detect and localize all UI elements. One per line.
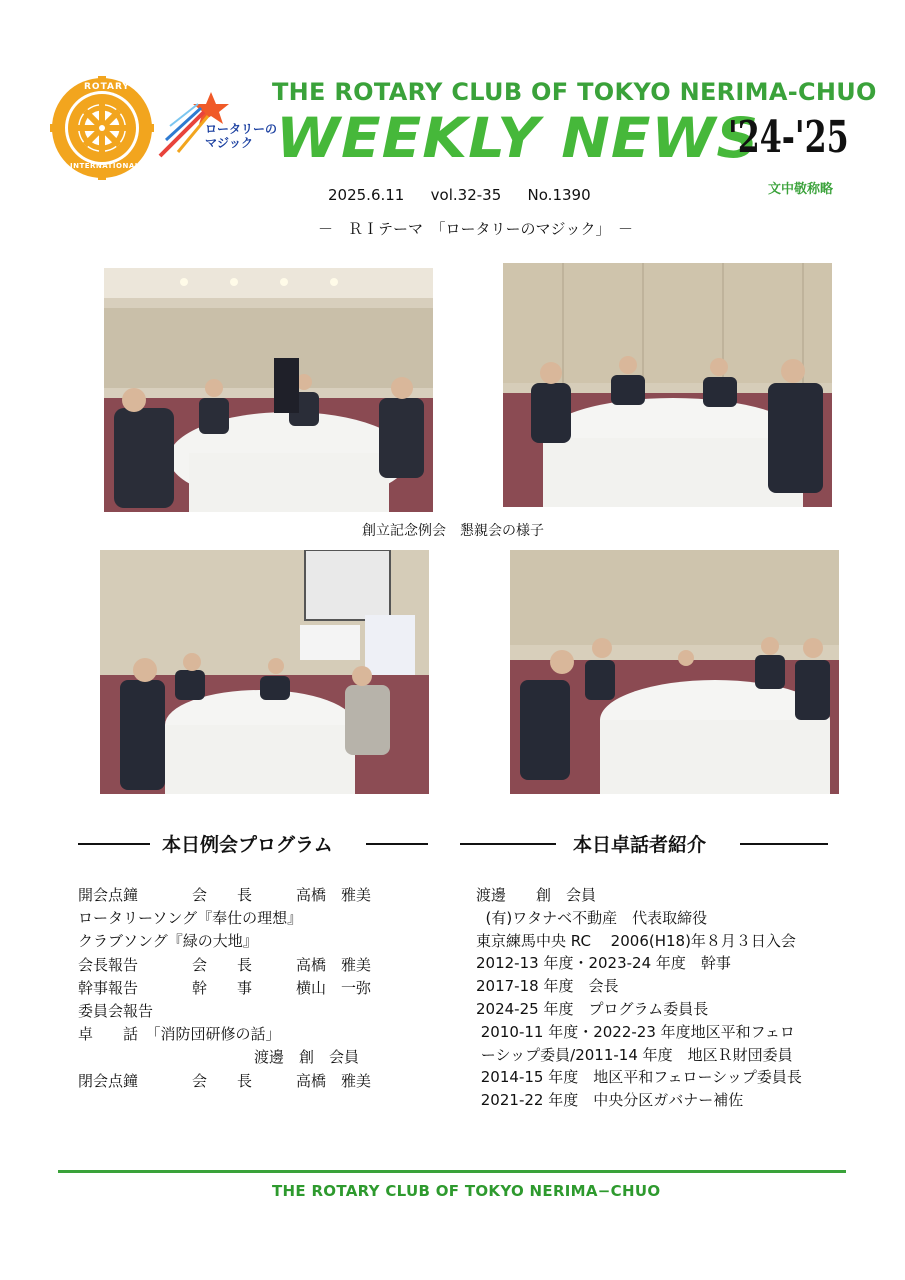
photo-caption: 創立記念例会 懇親会の様子 — [362, 523, 544, 539]
program-item-title: 幹事報告 — [78, 978, 139, 997]
magic-logo-text-line1: ロータリーの — [205, 122, 278, 136]
speaker-profile-line: (有)ワタナベ不動産 代表取締役 — [476, 908, 708, 927]
program-item-role: 幹 事 — [192, 978, 253, 997]
speaker-profile-line: ーシップ委員/2011-14 年度 地区Ｒ財団委員 — [476, 1045, 793, 1064]
party-photo-2 — [503, 263, 832, 507]
program-item-person: 横山 一弥 — [296, 978, 372, 997]
issue-info — [328, 186, 591, 204]
honorific-note: 文中敬称略 — [768, 182, 834, 197]
speaker-profile-line: 2017-18 年度 会長 — [476, 977, 619, 996]
speaker-heading-rule-right — [740, 843, 828, 845]
speaker-profile-line: 2012-13 年度・2023-24 年度 幹事 — [476, 954, 731, 973]
magic-logo-text-line2: マジック — [205, 136, 254, 150]
program-item-role: 会 長 — [192, 955, 253, 974]
ri-theme: － ＲＩテーマ 「ロータリーのマジック」 － — [318, 220, 634, 238]
party-photo-3 — [100, 550, 429, 794]
program-heading-rule-right — [366, 843, 428, 845]
program-item-title: ロータリーソング『奉仕の理想』 — [78, 909, 303, 928]
program-item-title: クラブソング『緑の大地』 — [78, 932, 258, 951]
program-item-person: 高橋 雅美 — [296, 955, 372, 974]
program-item-title: 卓 話 「消防団研修の話」 — [78, 1025, 281, 1044]
issue-number: No.1390 — [527, 186, 591, 204]
issue-date: 2025.6.11 — [328, 186, 405, 204]
speaker-heading-rule-left — [460, 843, 556, 845]
footer-club-name: THE ROTARY CLUB OF TOKYO NERIMA−CHUO — [272, 1182, 661, 1200]
program-heading: 本日例会プログラム — [162, 834, 333, 856]
program-item-person: 高橋 雅美 — [296, 886, 372, 904]
party-photo-4 — [510, 550, 839, 794]
speaker-profile-line: 2024-25 年度 プログラム委員長 — [476, 1000, 709, 1018]
club-title: THE ROTARY CLUB OF TOKYO NERIMA-CHUO — [272, 78, 877, 106]
program-item-title: 会長報告 — [78, 955, 139, 974]
program-item-role: 会 長 — [192, 886, 253, 904]
newsletter-title: WEEKLY NEWS — [276, 105, 760, 171]
speaker-profile-line: 渡邊 創 会員 — [476, 886, 597, 904]
rotary-logo-top-text: ROTARY — [84, 82, 130, 92]
footer-rule — [58, 1170, 846, 1173]
program-item-title: 委員会報告 — [78, 1002, 154, 1020]
issue-volume: vol.32-35 — [430, 186, 502, 204]
program-item-title: 開会点鐘 — [78, 886, 139, 904]
program-item-title: 閉会点鐘 — [78, 1071, 139, 1090]
magic-logo-text — [205, 122, 277, 150]
speaker-profile-line: 2014-15 年度 地区平和フェローシップ委員長 — [476, 1068, 802, 1087]
speaker-profile-line: 2010-11 年度・2022-23 年度地区平和フェロ — [476, 1022, 795, 1041]
speaker-profile-line: 東京練馬中央 RC 2006(H18)年８月３日入会 — [476, 931, 796, 950]
rotary-logo-bottom-text: INTERNATIONAL — [70, 162, 140, 170]
fiscal-year-label: '24-'25 — [728, 112, 849, 163]
party-photo-1 — [104, 268, 433, 512]
program-item-person: 渡邊 創 会員 — [254, 1048, 360, 1067]
speaker-heading: 本日卓話者紹介 — [573, 834, 707, 856]
speaker-profile-line: 2021-22 年度 中央分区ガバナー補佐 — [476, 1091, 744, 1110]
program-item-role: 会 長 — [192, 1071, 253, 1090]
program-heading-rule-left — [78, 843, 150, 845]
program-item-person: 高橋 雅美 — [296, 1071, 372, 1090]
